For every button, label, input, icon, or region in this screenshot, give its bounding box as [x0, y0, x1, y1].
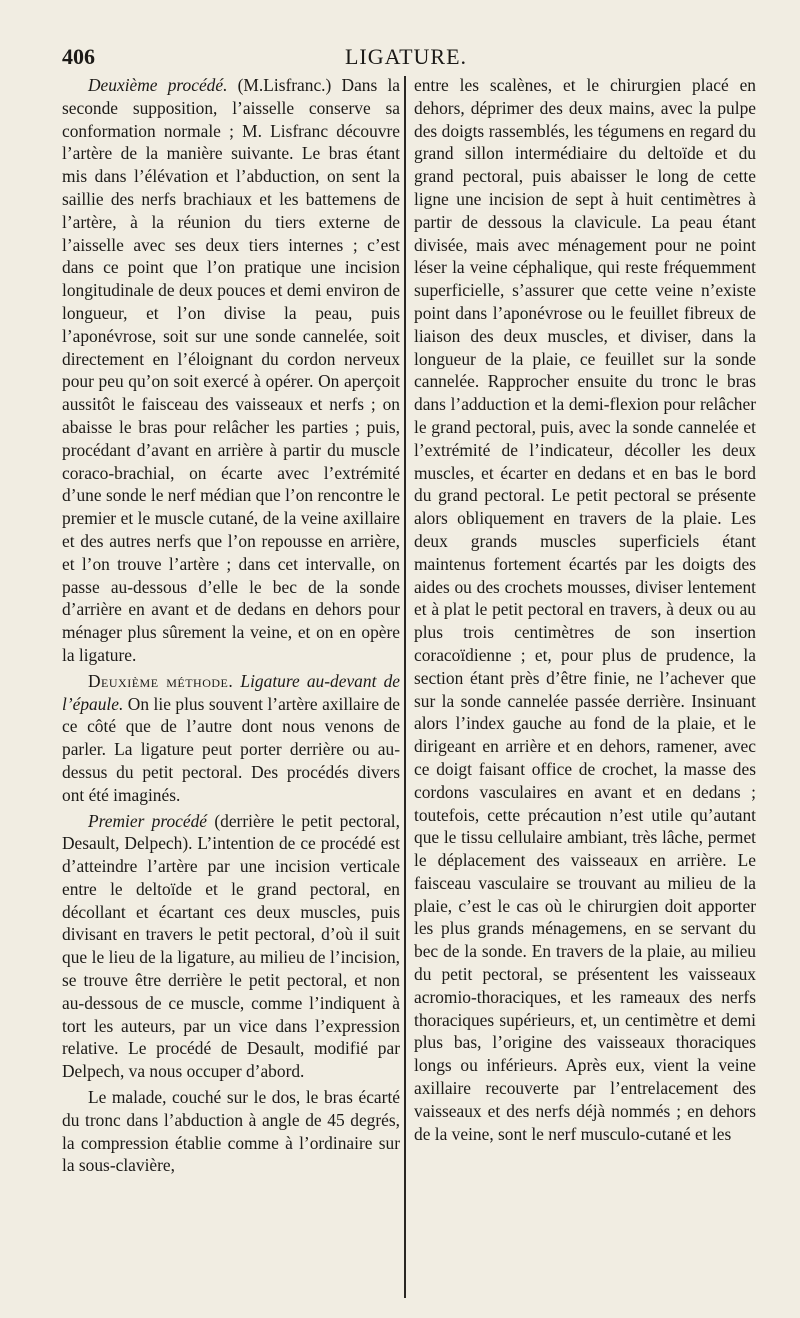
right-column [414, 74, 756, 1145]
paragraph-text: (derrière le petit pectoral, Desault, Delpech). L’intention de ce procédé est d’atteindre l’artère par une incision verticale entre le deltoïde et le grand pectoral, en décollant et écartant ces deux muscles, puis divisant en travers le petit pectoral, d’où il suit que le lieu de la ligature, au milieu de l’incision, se trouve être derrière le petit pectoral, et non au-dessous de ce muscle, comme l’indiquent à tort les auteurs, par un vice dans l’expression relative. Le procédé de Desault, modifié par Delpech, va nous occuper d’abord. [62, 810, 400, 1082]
paragraph-deuxieme-procede [62, 74, 400, 667]
paragraph-continuation: entre les scalènes, et le chirurgien placé en dehors, déprimer des deux mains, avec la pulpe des doigts rassemblés, les tégumens en regard du grand sillon intermédiaire du deltoïde et du grand pectoral, puis abaisser le long de cette ligne une incision de sept à huit centimètres à partir de dessous la clavicule. La peau étant divisée, mais avec ménagement pour ne point léser la veine céphalique, qui reste fréquemment superficielle, s’assurer que cette veine n’existe point dans l’aponévrose ou le feuillet fibreux de liaison des deux muscles, et diviser, dans la longueur de la plaie, ce feuillet sur la sonde cannelée. Rapprocher ensuite du tronc le bras dans l’adduction et la demi-flexion pour relâcher le grand pectoral, puis, avec la sonde cannelée et l’extrémité de l’indicateur, décoller les deux muscles, et écarter en dedans et en bas le bord du grand pectoral. Le petit pectoral se présente alors obliquement en travers de la plaie. Les deux grands muscles superficiels étant maintenus fortement écartés par les doigts des aides ou des crochets mousses, diviser lentement et à plat le petit pectoral en travers, à deux ou au plus trois centimètres de son insertion coracoïdienne ; et, pour plus de prudence, la section étant près d’être finie, ne l’achever que sur la sonde cannelée passée derrière. Insinuant alors l’index gauche au fond de la plaie, et le dirigeant en arrière et en dehors, ramener, avec ce doigt faisant office de crochet, la masse des cordons vasculaires en avant et en dedans ; toutefois, cette précaution n’est utile qu’autant que le tissu cellulaire ambiant, très lâche, permet le déplacement des vaisseaux en arrière. Le faisceau vasculaire se trouvant au milieu de la plaie, c’est le cas où le chirurgien doit apporter les plus grands ménagemens, en se servant du bec de la sonde. En travers de la plaie, au milieu du petit pectoral, se présentent les vaisseaux acromio-thoraciques, et les rameaux des nerfs thoraciques supérieurs, et, un centimètre et demi plus bas, l’origine des vaisseaux thoraciques longs ou inférieurs. Après eux, vient la veine axillaire recouverte par l’entrelacement des vaisseaux et des nerfs déjà nommés ; en dehors de la veine, sont le nerf musculo-cutané et les [414, 75, 756, 1144]
left-column [62, 74, 400, 1177]
page-header [62, 44, 750, 74]
procedure-title: Deuxième procédé. [88, 75, 228, 95]
paragraph-le-malade: Le malade, couché sur le dos, le bras écarté du tronc dans l’abduction à angle de 45 degrés, la compression établie comme à l’ordinaire sur la sous-clavière, [62, 1087, 400, 1176]
page-number: 406 [62, 44, 95, 69]
running-title: LIGATURE. [344, 44, 468, 69]
paragraph-premier-procede [62, 810, 400, 1084]
method-heading: Deuxième méthode. [88, 670, 234, 691]
paragraph-text: (M.Lisfranc.) Dans la seconde supposition, l’aisselle conserve sa conformation normale ; M. Lisfranc découvre l’artère de la manière suivante. Le bras étant mis dans l’élévation et l’abduction, on sent la saillie des nerfs brachiaux et les battemens de l’artère, à la réunion du tiers externe de l’aisselle avec ses deux tiers internes ; c’est dans ce point que l’on pratique une incision longitudinale de deux pouces et demi environ de longueur, et l’on divise la peau, puis l’aponévrose, soit sur une sonde cannelée, soit directement en l’éloignant du cordon nerveux pour peu qu’on soit exercé à opérer. On aperçoit aussitôt le faisceau des vaisseaux et nerfs ; on abaisse le bras pour relâcher les parties ; puis, procédant d’avant en arrière à partir du muscle coraco-brachial, on écarte avec l’extrémité d’une sonde le nerf médian que l’on rencontre le premier et le muscle cutané, de la veine axillaire et des autres nerfs que l’on repousse en arrière, et l’on trouve l’artère ; dans cet intervalle, on passe au-dessous d’elle le bec de la sonde d’arrière en avant et de dedans en dehors pour ménager plus sûrement la veine, et on en opère la ligature. [62, 75, 401, 665]
method-title: Ligature au-devant de l’épaule. [62, 670, 400, 714]
paragraph-text: On lie plus souvent l’artère axillaire de ce côté que de l’autre dont nous venons de parler. La ligature peut porter derrière ou au-dessus du petit pectoral. Des procédés divers ont été imaginés. [62, 693, 400, 805]
paragraph-deuxieme-methode [62, 670, 400, 807]
column-divider [404, 76, 406, 1298]
procedure-title: Premier procédé [88, 810, 208, 831]
